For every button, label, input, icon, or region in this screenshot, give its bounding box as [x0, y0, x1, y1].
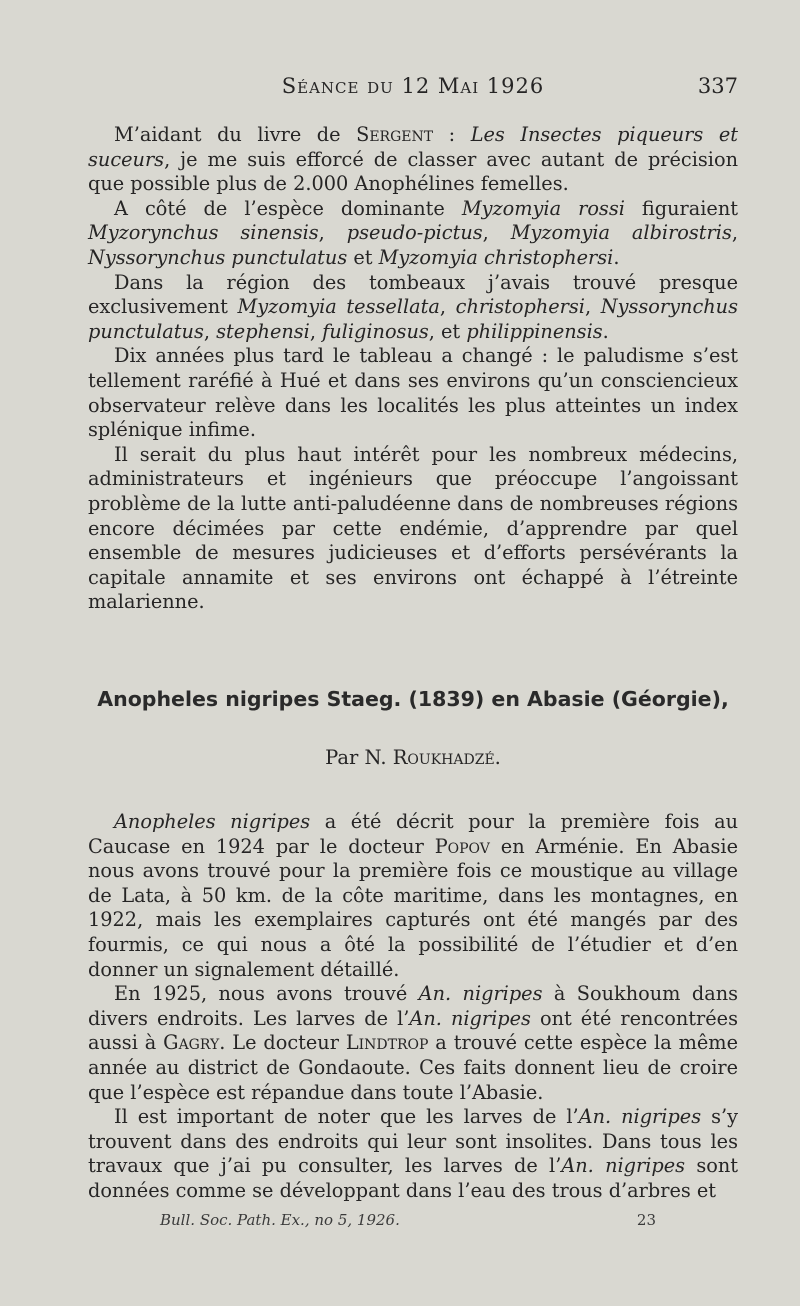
article-author: [88, 746, 738, 769]
text-run: Dans la région des tombeaux j’avais trouvé presque exclusivement: [88, 270, 738, 319]
text-run: :: [433, 123, 471, 146]
text-run: a trouvé cette espèce la même année au district de Gondaoute. Ces faits donnent lieu de croire que l’espèce est répandue dans toute l’Abasie.: [88, 1031, 739, 1104]
bulletin-reference: Bull. Soc. Path. Ex., no 5, 1926.: [160, 1211, 400, 1229]
paragraph: [88, 1105, 738, 1203]
text-run: en Arménie. En Abasie nous avons trouvé pour la première fois ce moustique au village de Lata, à 50 km. de la côte maritime, dans les montagnes, en 1922, mais les exemplaires capturés ont été mangés par des fourmis, ce qui nous a ôté la possibilité de l’étudier et d’en donner un signalement détaillé.: [88, 834, 738, 981]
running-head: [88, 74, 738, 104]
small-caps-name: Lindtrop: [345, 1031, 429, 1055]
text-run: , et: [428, 319, 467, 343]
text-run: à Soukhoum dans divers endroits. Les larves de l’: [88, 982, 739, 1030]
text-run: . Le docteur: [219, 1031, 346, 1055]
italic-text: Anopheles nigripes: [114, 810, 311, 833]
text-run: M’aidant du livre de: [114, 123, 357, 146]
italic-text: An. nigripes: [418, 982, 543, 1006]
text-run: figuraient: [624, 196, 739, 220]
italic-text: An. nigripes: [409, 1006, 531, 1030]
author-prefix: Par N.: [325, 746, 393, 769]
text-run: ,: [731, 221, 738, 245]
paragraph: [88, 344, 738, 442]
italic-text: pseudo-pictus: [346, 221, 483, 245]
italic-text: christophersi: [455, 295, 585, 319]
paragraph: [88, 271, 738, 345]
text-run: ,: [439, 295, 456, 319]
text-run: A côté de l’espèce dominante: [114, 196, 462, 220]
italic-text: Myzomyia tessellata: [237, 295, 440, 319]
text-run: ont été rencontrées aussi à: [88, 1006, 738, 1055]
small-caps-name: Popov: [434, 834, 490, 858]
sheet-number: 23: [636, 1211, 656, 1229]
italic-text: Nyssorynchus punctulatus: [88, 295, 738, 343]
paragraph: [88, 443, 738, 615]
paragraph: [88, 982, 738, 1105]
previous-article-text: [88, 123, 738, 615]
italic-text: Myzomyia rossi: [461, 196, 625, 220]
running-title: Séance du 12 Mai 1926: [281, 74, 545, 98]
text-run: .: [613, 245, 620, 269]
italic-text: Nyssorynchus punctulatus: [88, 245, 348, 269]
italic-text: fuliginosus: [322, 319, 429, 343]
article-title: Anopheles nigripes Staeg. (1839) en Abasie (Géorgie),: [97, 687, 729, 711]
article-body: [88, 810, 738, 1204]
italic-text: Myzomyia christophersi: [378, 245, 614, 269]
italic-text: stephensi: [216, 319, 310, 343]
text-run: sont données comme se développant dans l’eau des trous d’arbres et: [88, 1154, 738, 1202]
text-run: Il est important de noter que les larves de l’: [114, 1105, 579, 1129]
italic-text: Myzomyia albirostris: [510, 221, 732, 245]
paragraph: [88, 123, 738, 197]
text-run: , je me suis efforcé de classer avec autant de précision que possible plus de 2.000 Anophélines femelles.: [88, 147, 738, 196]
text-run: Il serait du plus haut intérêt pour les nombreux médecins, administrateurs et ingénieurs que préoccupe l’angoissant problème de la lutte anti-paludéenne dans de nombreuses régions encore décimées par cette endémie, d’apprendre par quel ensemble de mesures judicieuses et d’efforts persévérants la capitale annamite et ses environs ont échappé à l’étreinte malarienne.: [88, 442, 738, 614]
paragraph: [88, 810, 738, 982]
page-number: 337: [697, 74, 738, 98]
italic-text: Myzorynchus sinensis: [88, 221, 319, 245]
italic-text: philippinensis: [466, 319, 603, 343]
text-run: En 1925, nous avons trouvé: [114, 982, 419, 1006]
text-run: ,: [482, 221, 511, 245]
small-caps-name: Gagry: [163, 1031, 220, 1055]
text-run: s’y trouvent dans des endroits qui leur sont insolites. Dans tous les travaux que j’ai pu consulter, les larves de l’: [88, 1105, 738, 1178]
italic-text: An. nigripes: [561, 1154, 686, 1178]
author-name: Roukhadzé.: [392, 746, 501, 769]
paragraph: [88, 197, 738, 271]
text-run: et: [347, 245, 379, 269]
text-run: Dix années plus tard le tableau a changé : le paludisme s’est tellement raréfié à Hué et dans ses environs qu’un consciencieux observateur relève dans les localités les plus atteintes un index splénique infime.: [88, 344, 738, 442]
text-run: ,: [203, 319, 217, 343]
text-run: a été décrit pour la première fois au Caucase en 1924 par le docteur: [88, 810, 738, 858]
text-run: .: [602, 319, 609, 343]
page-footer: [160, 1211, 660, 1229]
text-run: ,: [584, 295, 601, 319]
small-caps-name: Sergent: [356, 123, 434, 146]
text-run: ,: [318, 221, 347, 245]
italic-text: An. nigripes: [578, 1105, 702, 1129]
italic-text: Les Insectes piqueurs et suceurs: [88, 123, 739, 171]
text-run: ,: [309, 319, 323, 343]
